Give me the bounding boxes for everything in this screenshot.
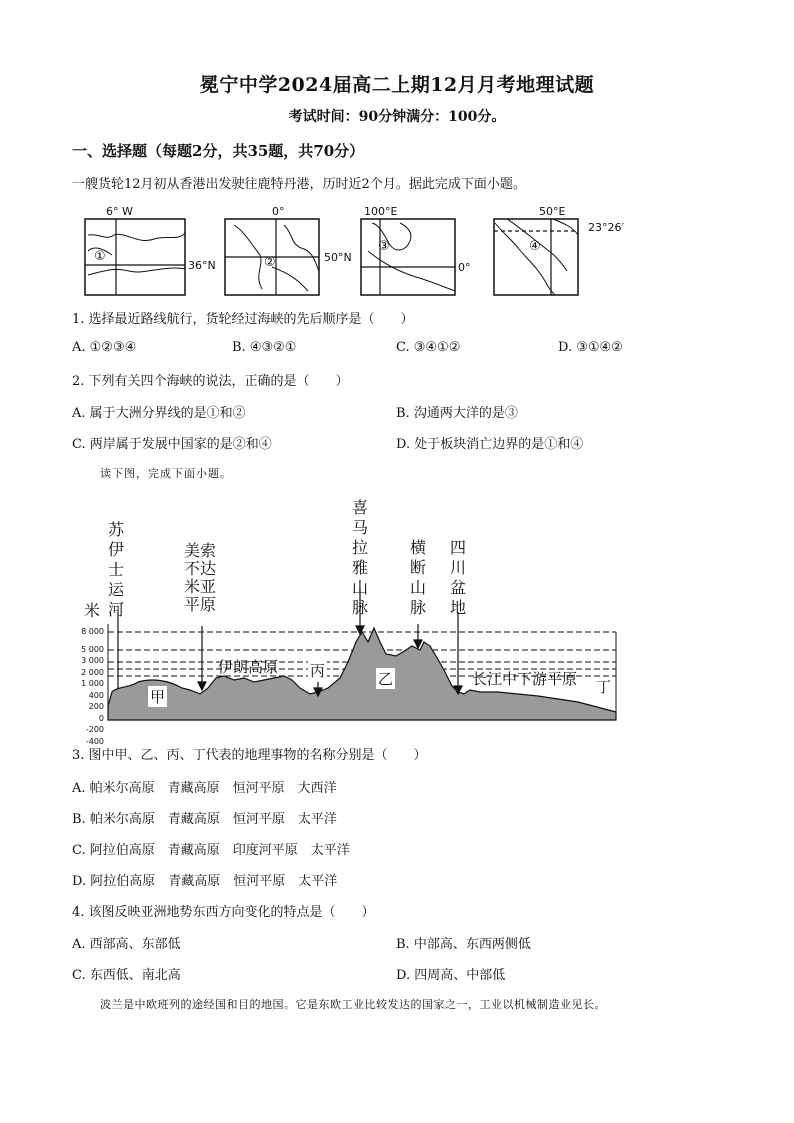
label-himalaya: 喜马拉雅山脉 bbox=[352, 498, 369, 617]
profile-unit: 米 bbox=[84, 601, 101, 620]
map3-top-label: 100°E bbox=[364, 205, 398, 218]
q1-option-b[interactable]: B. ④③②① bbox=[232, 340, 297, 355]
q1-option-c[interactable]: C. ③④①② bbox=[396, 340, 461, 355]
tick-label: 3 000 bbox=[81, 656, 104, 665]
label-yi: 乙 bbox=[378, 670, 394, 688]
label-bing: 丙 bbox=[310, 662, 326, 680]
map2-mark: ② bbox=[264, 255, 276, 270]
strait-map-4 bbox=[493, 205, 633, 299]
exam-title: 冕宁中学2024届高二上期12月月考地理试题 bbox=[199, 74, 595, 96]
label-iran-plateau: 伊朗高原 bbox=[218, 658, 279, 676]
map4-top-label: 50°E bbox=[539, 205, 566, 218]
q1-option-d[interactable]: D. ③①④② bbox=[558, 340, 623, 355]
q2-option-a[interactable]: A. 属于大洲分界线的是①和② bbox=[72, 406, 246, 421]
label-ding: 丁 bbox=[596, 678, 612, 696]
label-suez-canal: 苏伊士运河 bbox=[108, 520, 125, 619]
q4-option-b[interactable]: B. 中部高、东西两侧低 bbox=[396, 937, 531, 952]
strait-map-1 bbox=[84, 205, 216, 299]
intro-paragraph-1: 一艘货轮12月初从香港出发驶往鹿特丹港，历时近2个月。据此完成下面小题。 bbox=[72, 177, 526, 192]
q2-option-d[interactable]: D. 处于板块消亡边界的是①和④ bbox=[396, 437, 584, 452]
tick-label: -400 bbox=[85, 736, 104, 746]
tick-label: 1 000 bbox=[81, 679, 104, 688]
elevation-ticks bbox=[78, 626, 104, 747]
tick-label: 0 bbox=[98, 713, 104, 723]
exam-subtitle: 考试时间：90分钟满分：100分。 bbox=[288, 109, 506, 125]
map1-top-label: 6° W bbox=[106, 205, 133, 218]
q1-option-a[interactable]: A. ①②③④ bbox=[72, 340, 137, 355]
tick-label: 5 000 bbox=[81, 644, 104, 654]
map3-mark: ③ bbox=[378, 239, 390, 254]
question-2-stem: 2. 下列有关四个海峡的说法，正确的是（ ） bbox=[72, 374, 349, 389]
label-yangtze-plain: 长江中下游平原 bbox=[472, 670, 578, 688]
map1-mark: ① bbox=[94, 249, 106, 264]
question-4-stem: 4. 该图反映亚洲地势东西方向变化的特点是（ ） bbox=[72, 905, 375, 920]
map2-side-label: 50°N bbox=[324, 251, 352, 264]
label-mesopotamia: 美索不达米亚平原 bbox=[184, 541, 217, 614]
label-sichuan-basin: 四川盆地 bbox=[450, 538, 467, 617]
tick-label: 400 bbox=[88, 690, 104, 700]
tick-label: 8 000 bbox=[81, 627, 104, 636]
strait-map-2 bbox=[224, 205, 352, 299]
map3-side-label: 0° bbox=[458, 261, 471, 274]
tick-label: 2 000 bbox=[81, 667, 104, 677]
question-3-stem: 3. 图中甲、乙、丙、丁代表的地理事物的名称分别是（ ） bbox=[72, 748, 427, 763]
intro-paragraph-3: 波兰是中欧班列的途经国和目的地国。它是东欧工业比较发达的国家之一，工业以机械制造业见长。 bbox=[100, 998, 606, 1011]
map2-top-label: 0° bbox=[272, 205, 285, 218]
q3-option-c[interactable]: C. 阿拉伯高原 青藏高原 印度河平原 太平洋 bbox=[72, 843, 350, 858]
q3-option-a[interactable]: A. 帕米尔高原 青藏高原 恒河平原 大西洋 bbox=[72, 781, 337, 796]
tick-label: 200 bbox=[88, 702, 104, 711]
intro-paragraph-2: 读下图，完成下面小题。 bbox=[100, 467, 232, 480]
map4-mark: ④ bbox=[529, 239, 541, 254]
label-hengduan: 横断山脉 bbox=[410, 538, 427, 617]
q2-option-b[interactable]: B. 沟通两大洋的是③ bbox=[396, 406, 518, 421]
map4-side-label: 23°26′ bbox=[588, 221, 624, 234]
section-heading: 一、选择题（每题2分，共35题，共70分） bbox=[72, 142, 365, 160]
q4-option-d[interactable]: D. 四周高、中部低 bbox=[396, 968, 506, 983]
q4-option-a[interactable]: A. 西部高、东部低 bbox=[72, 937, 181, 952]
q2-option-c[interactable]: C. 两岸属于发展中国家的是②和④ bbox=[72, 437, 272, 452]
strait-map-3 bbox=[360, 205, 471, 299]
q3-option-b[interactable]: B. 帕米尔高原 青藏高原 恒河平原 太平洋 bbox=[72, 812, 337, 827]
q3-option-d[interactable]: D. 阿拉伯高原 青藏高原 恒河平原 太平洋 bbox=[72, 874, 338, 889]
question-1-stem: 1. 选择最近路线航行，货轮经过海峡的先后顺序是（ ） bbox=[72, 312, 414, 327]
q4-option-c[interactable]: C. 东西低、南北高 bbox=[72, 968, 181, 983]
map1-side-label: 36°N bbox=[188, 259, 216, 272]
tick-label: -200 bbox=[85, 725, 104, 734]
label-jia: 甲 bbox=[150, 688, 166, 706]
